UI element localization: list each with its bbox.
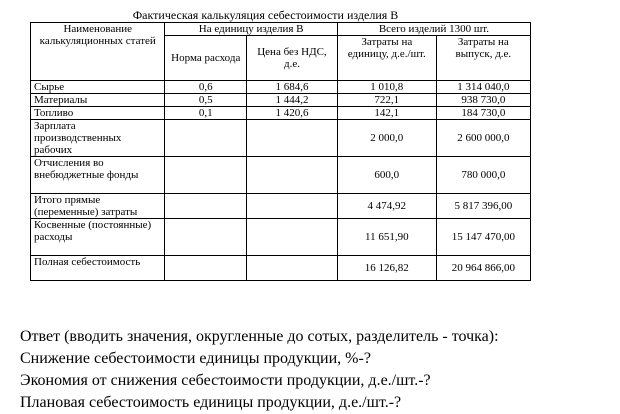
row-name: Сырье [31, 81, 165, 94]
row-unit-cost: 2 000,0 [337, 120, 436, 157]
row-unit-cost: 600,0 [337, 157, 436, 194]
row-norm [165, 157, 247, 194]
table-row [31, 157, 531, 194]
row-price [247, 120, 338, 157]
cost-calculation-table [30, 22, 531, 281]
row-name: Итого прямые (переменные) затраты [31, 194, 165, 219]
row-norm [165, 120, 247, 157]
row-total-cost: 780 000,0 [436, 157, 530, 194]
row-norm [165, 219, 247, 256]
row-unit-cost: 722,1 [337, 94, 436, 107]
row-price [247, 194, 338, 219]
table-row [31, 194, 531, 219]
table-row [31, 94, 531, 107]
row-total-cost: 2 600 000,0 [436, 120, 530, 157]
row-price: 1 444,2 [247, 94, 338, 107]
row-unit-cost: 1 010,8 [337, 81, 436, 94]
row-price [247, 256, 338, 281]
row-total-cost: 1 314 040,0 [436, 81, 530, 94]
header-group-per-unit: На единицу изделия В [165, 23, 337, 36]
question-savings: Экономия от снижения себестоимости продукции, д.е./шт.-? [20, 372, 431, 389]
row-unit-cost: 11 651,90 [337, 219, 436, 256]
row-name: Полная себестоимость [31, 256, 165, 281]
row-unit-cost: 4 474,92 [337, 194, 436, 219]
table-row [31, 120, 531, 157]
row-unit-cost: 142,1 [337, 107, 436, 120]
header-item-col: Наименование калькуляционных статей [31, 23, 165, 81]
header-norm: Норма расхода [165, 36, 247, 81]
row-norm: 0,5 [165, 94, 247, 107]
answer-intro: Ответ (вводить значения, округленные до сотых, разделитель - точка): [20, 328, 499, 345]
table-caption: Фактическая калькуляция себестоимости изделия В [132, 8, 399, 22]
row-total-cost: 184 730,0 [436, 107, 530, 120]
table-row [31, 107, 531, 120]
row-name: Отчисления во внебюджетные фонды [31, 157, 165, 194]
row-total-cost: 15 147 470,00 [436, 219, 530, 256]
row-total-cost: 938 730,0 [436, 94, 530, 107]
row-price: 1 420,6 [247, 107, 338, 120]
row-price [247, 219, 338, 256]
row-name: Косвенные (постоянные) расходы [31, 219, 165, 256]
row-name: Зарплата производственных рабочих [31, 120, 165, 157]
row-price: 1 684,6 [247, 81, 338, 94]
row-norm: 0,1 [165, 107, 247, 120]
header-group-total: Всего изделий 1300 шт. [337, 23, 530, 36]
row-norm: 0,6 [165, 81, 247, 94]
row-total-cost: 20 964 866,00 [436, 256, 530, 281]
table-row [31, 256, 531, 281]
header-cost-per-unit: Затраты на единицу, д.е./шт. [337, 36, 436, 81]
question-cost-reduction: Снижение себестоимости единицы продукции, %-? [20, 350, 371, 367]
row-price [247, 157, 338, 194]
table-row [31, 219, 531, 256]
row-name: Материалы [31, 94, 165, 107]
row-name: Топливо [31, 107, 165, 120]
header-price: Цена без НДС, д.е. [247, 36, 338, 81]
row-total-cost: 5 817 396,00 [436, 194, 530, 219]
answer-block [20, 326, 610, 414]
row-norm [165, 256, 247, 281]
header-cost-output: Затраты на выпуск, д.е. [436, 36, 530, 81]
question-planned-cost: Плановая себестоимость единицы продукции, д.е./шт.-? [20, 394, 402, 411]
table-row [31, 81, 531, 94]
row-unit-cost: 16 126,82 [337, 256, 436, 281]
row-norm [165, 194, 247, 219]
